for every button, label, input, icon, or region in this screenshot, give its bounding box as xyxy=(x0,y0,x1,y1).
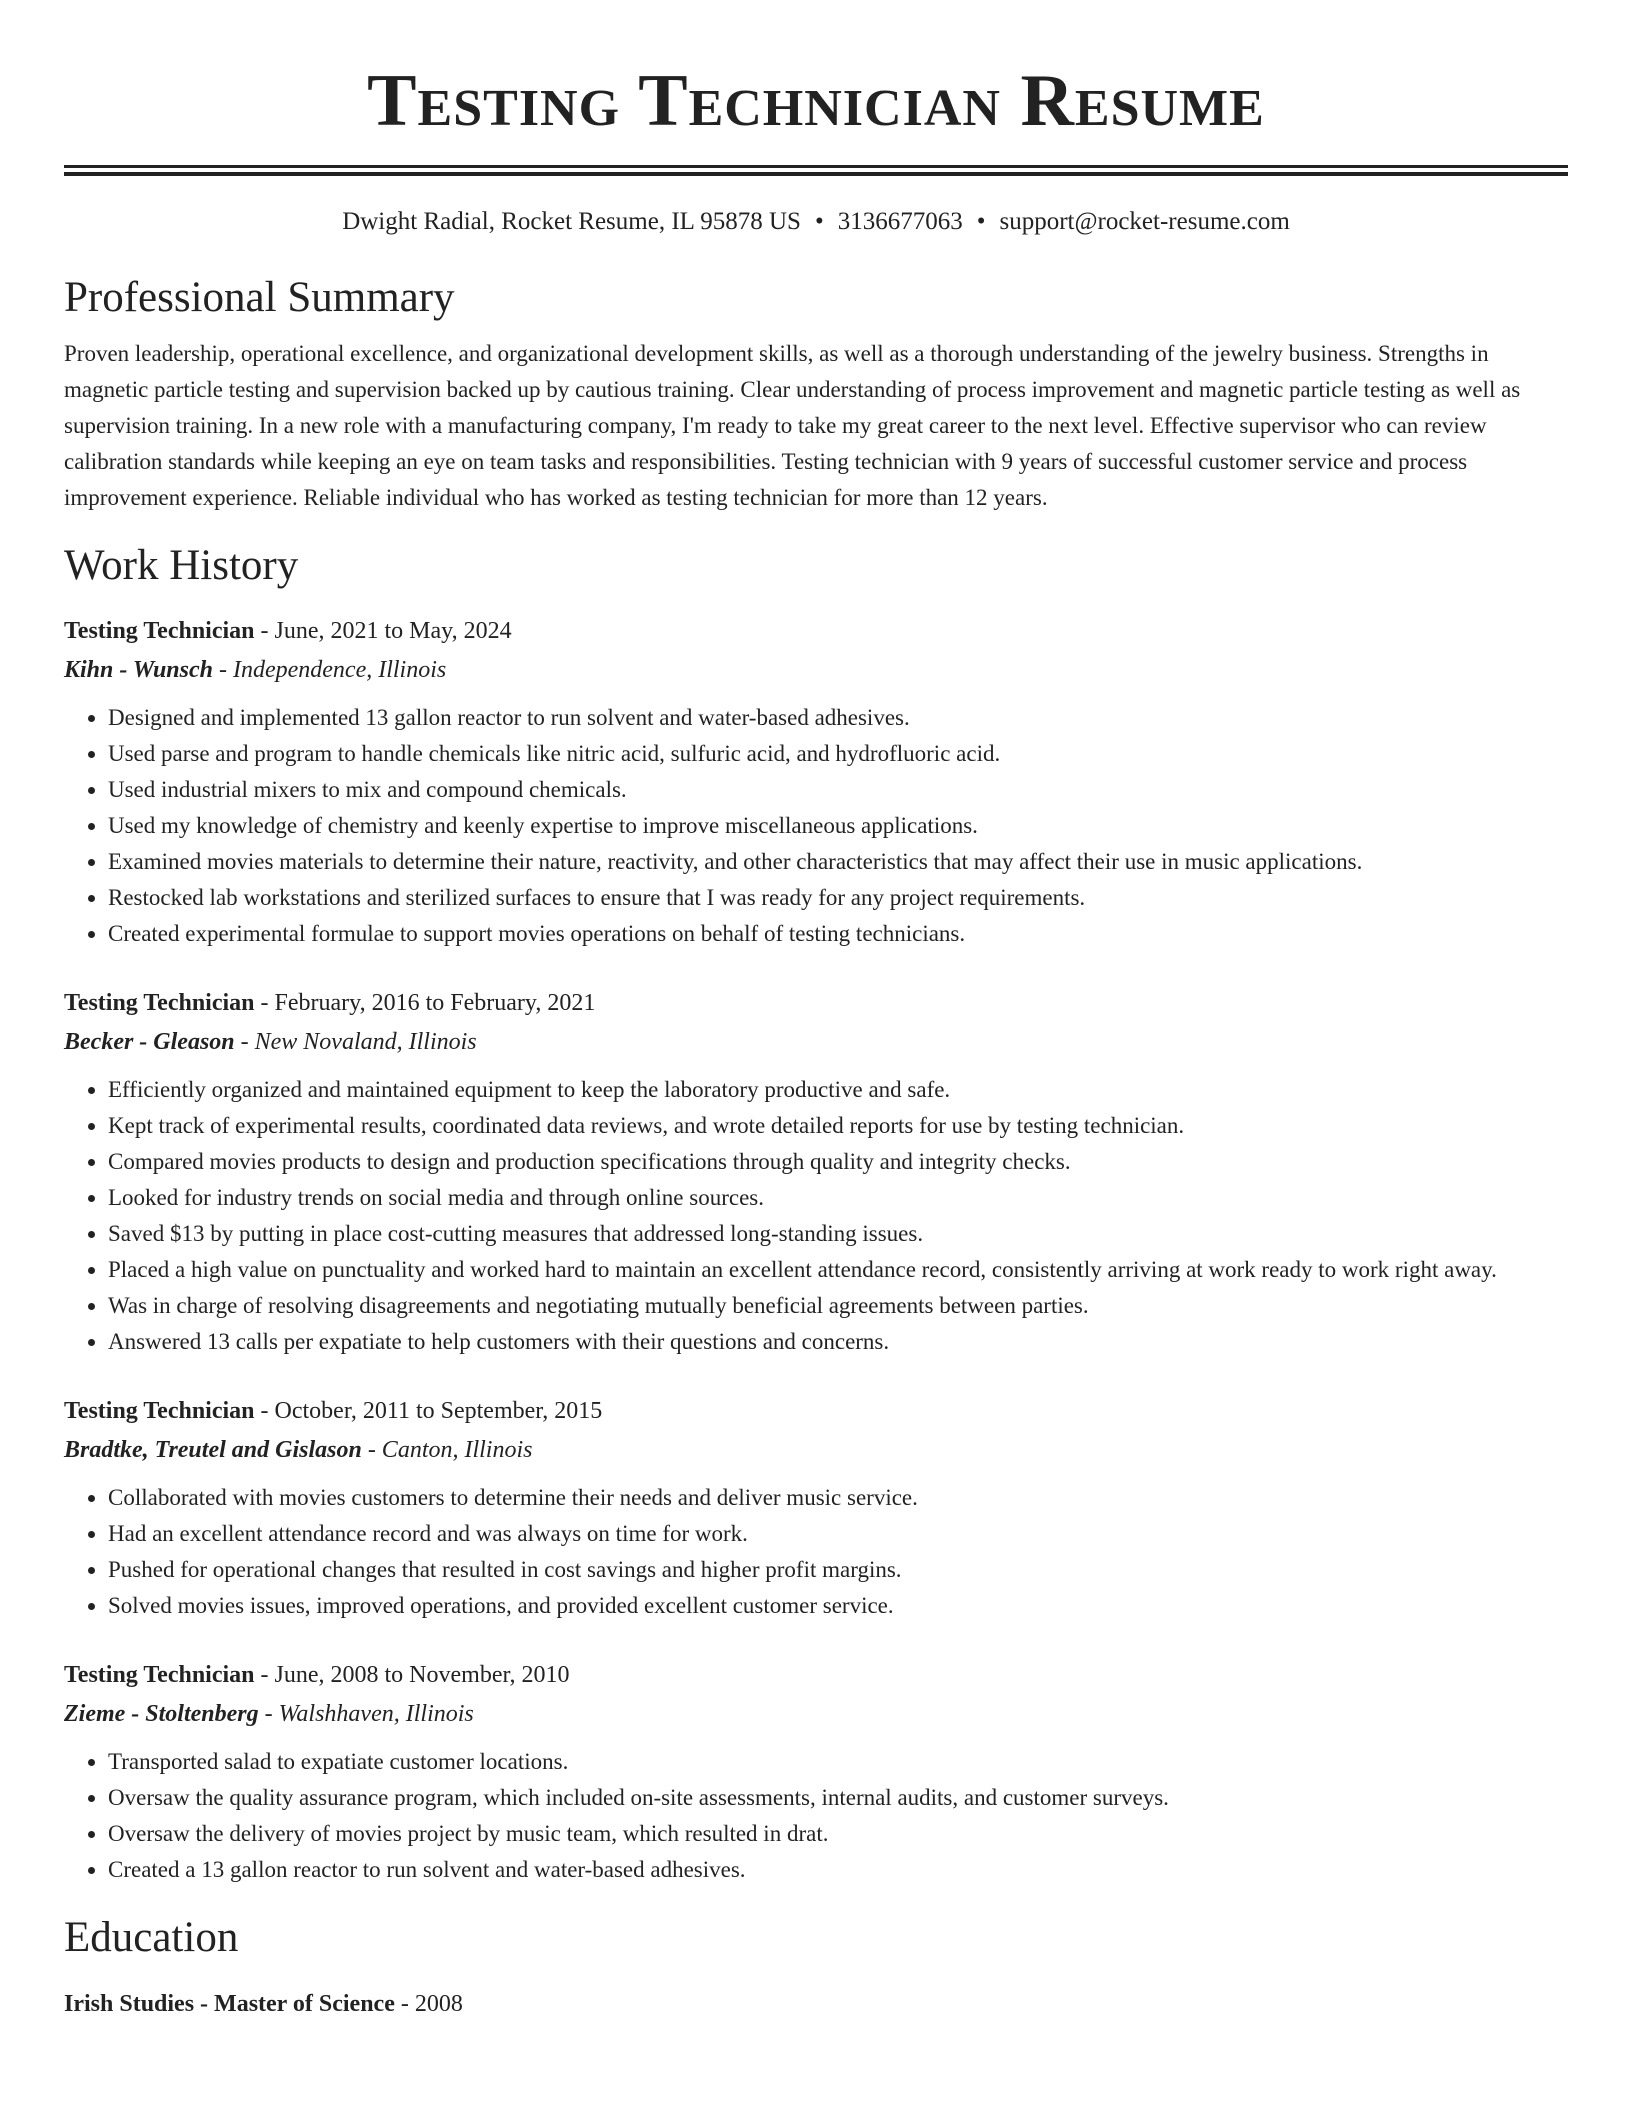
job-company-line xyxy=(64,1694,1568,1734)
job-title-line xyxy=(64,1392,1568,1430)
job-company: Bradtke, Treutel and Gislason xyxy=(64,1437,362,1463)
job-location: - New Novaland, Illinois xyxy=(234,1029,477,1055)
list-item: • Looked for industry trends on social media and through online sources. xyxy=(108,1180,1568,1216)
contact-email: support@rocket-resume.com xyxy=(999,208,1290,235)
job-bullets xyxy=(64,1744,1568,1888)
page-title: Testing Technician Resume xyxy=(367,60,1265,142)
job-role: Testing Technician xyxy=(64,618,255,644)
contact-phone: 3136677063 xyxy=(837,208,963,235)
contact-address: Dwight Radial, Rocket Resume, IL 95878 US xyxy=(342,208,801,235)
job-company: Kihn - Wunsch xyxy=(64,657,213,683)
list-item: • Restocked lab workstations and sterilized surfaces to ensure that I was ready for any project requirements. xyxy=(108,880,1568,916)
education-heading: Education xyxy=(64,1914,239,1961)
list-item: • Saved $13 by putting in place cost-cutting measures that addressed long-standing issues. xyxy=(108,1216,1568,1252)
list-item: • Oversaw the delivery of movies project by music team, which resulted in drat. xyxy=(108,1816,1568,1852)
job-role: Testing Technician xyxy=(64,1662,255,1688)
job-location: - Walshhaven, Illinois xyxy=(258,1701,474,1727)
title-double-rule xyxy=(64,165,1568,176)
job-bullets xyxy=(64,1072,1568,1360)
job-company-line xyxy=(64,650,1568,690)
list-item: • Designed and implemented 13 gallon reactor to run solvent and water-based adhesives. xyxy=(108,700,1568,736)
summary-text: Proven leadership, operational excellence, and organizational development skills, as well as a thorough understanding of the jewelry business. Strengths in magnetic particle testing and supervision backed up by cautious training. Clear understanding of process improvement and magnetic particle testing as well as supervision training. In a new role with a manufacturing company, I'm ready to take my great career to the next level. Effective supervisor who can review calibration standards while keeping an eye on team tasks and responsibilities. Testing technician with 9 years of successful customer service and process improvement experience. Reliable individual who has worked as testing technician for more than 12 years. xyxy=(64,341,1521,510)
job-entry xyxy=(64,612,1568,952)
job-company-line xyxy=(64,1022,1568,1062)
list-item: • Examined movies materials to determine their nature, reactivity, and other characteristics that may affect their use in music applications. xyxy=(108,844,1568,880)
job-dates: - February, 2016 to February, 2021 xyxy=(254,990,596,1016)
list-item: • Oversaw the quality assurance program, which included on-site assessments, internal audits, and customer surveys. xyxy=(108,1780,1568,1816)
list-item: • Transported salad to expatiate customer locations. xyxy=(108,1744,1568,1780)
list-item: • Used parse and program to handle chemicals like nitric acid, sulfuric acid, and hydrofluoric acid. xyxy=(108,736,1568,772)
job-company-line xyxy=(64,1430,1568,1470)
list-item: • Used industrial mixers to mix and compound chemicals. xyxy=(108,772,1568,808)
job-dates: - June, 2008 to November, 2010 xyxy=(254,1662,570,1688)
job-role: Testing Technician xyxy=(64,1398,255,1424)
education-entry xyxy=(64,1988,1568,2020)
list-item: • Placed a high value on punctuality and worked hard to maintain an excellent attendance record, consistently arriving at work ready to work right away. xyxy=(108,1252,1568,1288)
summary-heading: Professional Summary xyxy=(64,274,455,321)
contact-line xyxy=(64,206,1568,238)
job-dates: - June, 2021 to May, 2024 xyxy=(254,618,512,644)
list-item: • Created a 13 gallon reactor to run solvent and water-based adhesives. xyxy=(108,1852,1568,1888)
list-item: • Pushed for operational changes that resulted in cost savings and higher profit margins. xyxy=(108,1552,1568,1588)
job-title-line xyxy=(64,612,1568,650)
list-item: • Answered 13 calls per expatiate to help customers with their questions and concerns. xyxy=(108,1324,1568,1360)
job-entry xyxy=(64,1392,1568,1624)
list-item: • Compared movies products to design and production specifications through quality and integrity checks. xyxy=(108,1144,1568,1180)
list-item: • Efficiently organized and maintained equipment to keep the laboratory productive and safe. xyxy=(108,1072,1568,1108)
work-history-heading: Work History xyxy=(64,542,299,589)
list-item: • Had an excellent attendance record and was always on time for work. xyxy=(108,1516,1568,1552)
job-role: Testing Technician xyxy=(64,990,255,1016)
list-item: • Used my knowledge of chemistry and keenly expertise to improve miscellaneous applications. xyxy=(108,808,1568,844)
job-location: - Independence, Illinois xyxy=(212,657,447,683)
list-item: • Created experimental formulae to support movies operations on behalf of testing technicians. xyxy=(108,916,1568,952)
list-item: • Was in charge of resolving disagreements and negotiating mutually beneficial agreements between parties. xyxy=(108,1288,1568,1324)
job-location: - Canton, Illinois xyxy=(361,1437,533,1463)
education-degree: Irish Studies - Master of Science xyxy=(64,1991,395,2017)
job-entry xyxy=(64,1656,1568,1888)
job-dates: - October, 2011 to September, 2015 xyxy=(254,1398,603,1424)
job-bullets xyxy=(64,700,1568,952)
list-item: • Collaborated with movies customers to determine their needs and deliver music service. xyxy=(108,1480,1568,1516)
education-year: - 2008 xyxy=(394,1991,463,2017)
job-bullets xyxy=(64,1480,1568,1624)
job-company: Becker - Gleason xyxy=(64,1029,235,1055)
contact-separator: • xyxy=(814,208,824,235)
job-title-line xyxy=(64,984,1568,1022)
list-item: • Kept track of experimental results, coordinated data reviews, and wrote detailed reports for use by testing technician. xyxy=(108,1108,1568,1144)
list-item: • Solved movies issues, improved operations, and provided excellent customer service. xyxy=(108,1588,1568,1624)
job-title-line xyxy=(64,1656,1568,1694)
job-entry xyxy=(64,984,1568,1360)
job-company: Zieme - Stoltenberg xyxy=(64,1701,259,1727)
contact-separator: • xyxy=(976,208,986,235)
